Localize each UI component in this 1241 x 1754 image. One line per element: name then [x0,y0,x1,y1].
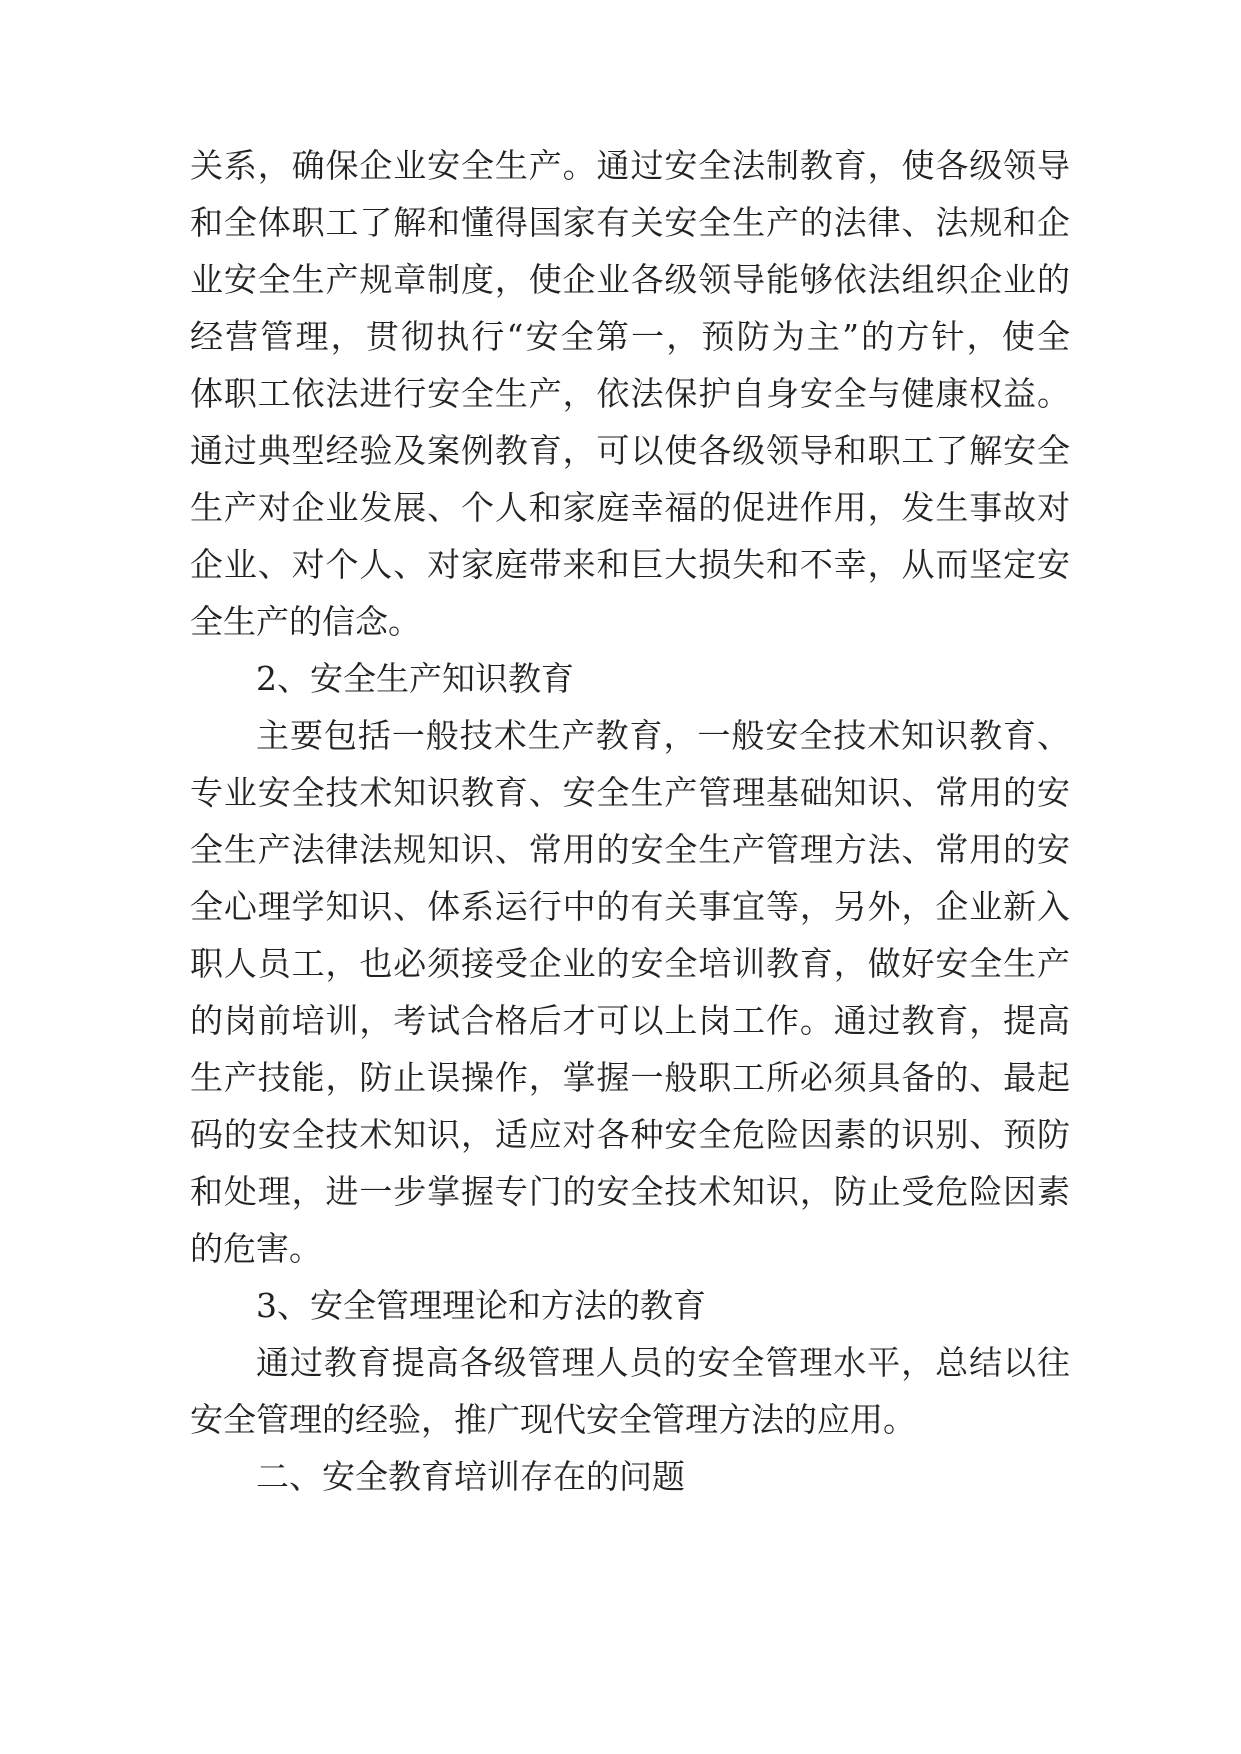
section-heading: 2、安全生产知识教育 [256,659,574,698]
body-text-line: 生产对企业发展、个人和家庭幸福的促进作用，发生事故对 [190,488,1070,527]
body-text-line: 通过教育提高各级管理人员的安全管理水平，总结以往 [256,1343,1070,1382]
body-text-line: 专业安全技术知识教育、安全生产管理基础知识、常用的安 [190,773,1070,812]
body-text-line: 安全管理的经验，推广现代安全管理方法的应用。 [190,1400,916,1439]
body-text-line: 全生产法律法规知识、常用的安全生产管理方法、常用的安 [190,830,1070,869]
body-text-line: 通过典型经验及案例教育，可以使各级领导和职工了解安全 [190,431,1070,470]
body-text-line: 的岗前培训，考试合格后才可以上岗工作。通过教育，提高 [190,1001,1070,1040]
section-heading: 3、安全管理理论和方法的教育 [256,1286,706,1325]
body-text-line: 的危害。 [190,1229,322,1268]
body-text-line: 主要包括一般技术生产教育，一般安全技术知识教育、 [256,716,1070,755]
section-heading: 二、安全教育培训存在的问题 [256,1457,685,1496]
body-text-line: 体职工依法进行安全生产，依法保护自身安全与健康权益。 [190,374,1070,413]
body-text-line: 全生产的信念。 [190,602,421,641]
body-text-line: 经营管理，贯彻执行“安全第一，预防为主”的方针，使全 [190,317,1070,356]
body-text-line: 和处理，进一步掌握专门的安全技术知识，防止受危险因素 [190,1172,1070,1211]
body-text-line: 全心理学知识、体系运行中的有关事宜等，另外，企业新入 [190,887,1070,926]
body-text-line: 生产技能，防止误操作，掌握一般职工所必须具备的、最起 [190,1058,1070,1097]
body-text-line: 职人员工，也必须接受企业的安全培训教育，做好安全生产 [190,944,1070,983]
body-text-line: 和全体职工了解和懂得国家有关安全生产的法律、法规和企 [190,203,1070,242]
body-text-line: 企业、对个人、对家庭带来和巨大损失和不幸，从而坚定安 [190,545,1070,584]
body-text-line: 码的安全技术知识，适应对各种安全危险因素的识别、预防 [190,1115,1070,1154]
body-text-line: 关系，确保企业安全生产。通过安全法制教育，使各级领导 [190,146,1070,185]
body-text-line: 业安全生产规章制度，使企业各级领导能够依法组织企业的 [190,260,1070,299]
